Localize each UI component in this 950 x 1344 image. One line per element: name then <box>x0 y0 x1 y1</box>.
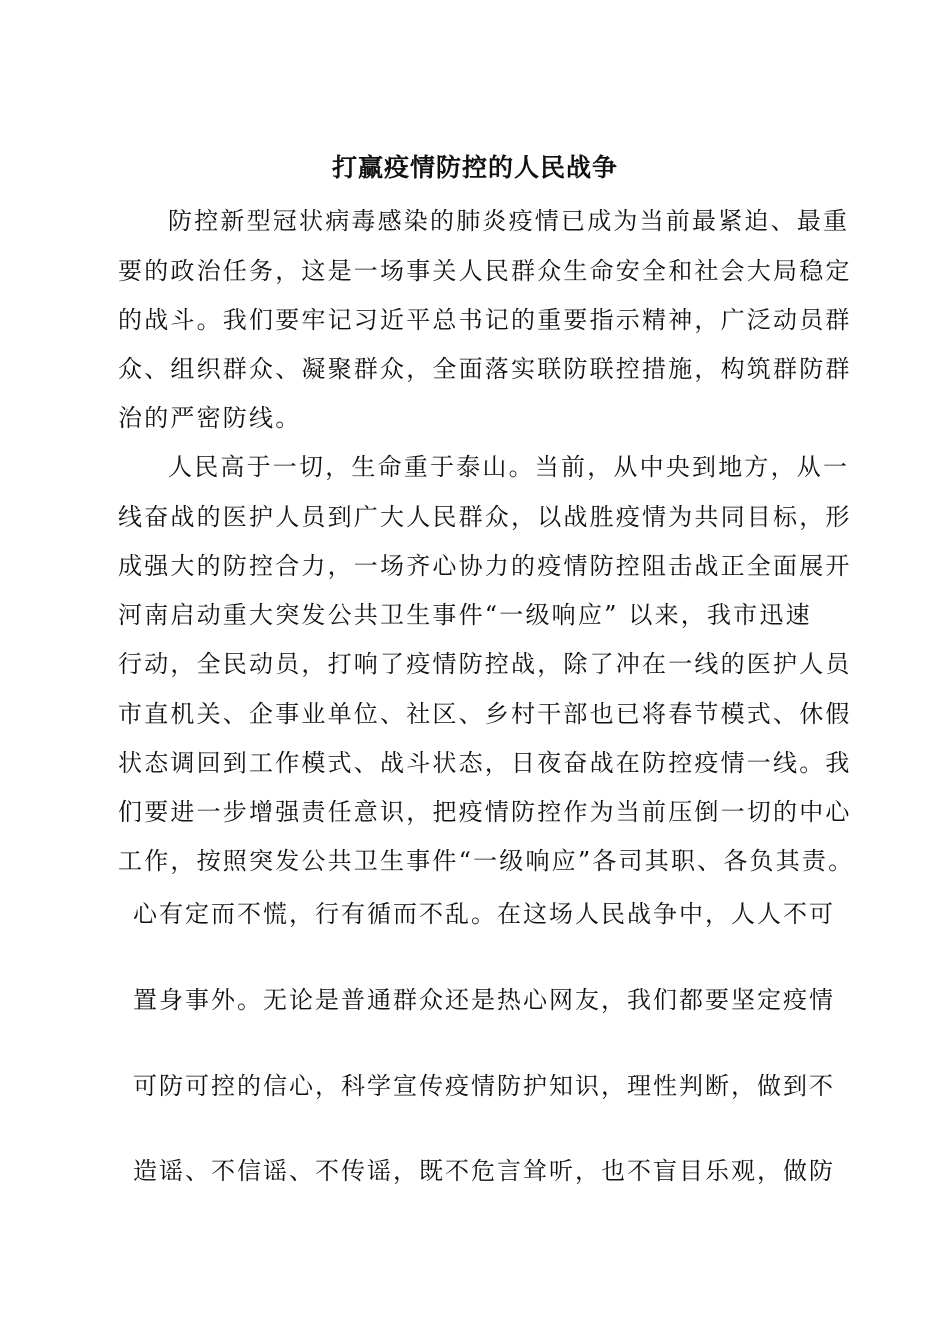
paragraph-2-line-5: 行动，全民动员，打响了疫情防控战，除了冲在一线的医护人员 <box>118 650 852 678</box>
paragraph-3-line-3: 可防可控的信心，科学宣传疫情防护知识，理性判断，做到不 <box>133 1072 835 1100</box>
paragraph-2-line-3: 成强大的防控合力，一场齐心协力的疫情防控阻击战正全面展开 <box>118 552 852 580</box>
document-title: 打赢疫情防控的人民战争 <box>331 153 618 182</box>
paragraph-3-line-4: 造谣、不信谣、不传谣，既不危言耸听，也不盲目乐观，做防 <box>133 1157 835 1185</box>
paragraph-2-line-4: 河南启动重大突发公共卫生事件“一级响应” 以来，我市迅速 <box>118 601 812 629</box>
paragraph-3-line-1: 心有定而不慌，行有循而不乱。在这场人民战争中，人人不可 <box>133 900 835 928</box>
paragraph-2-line-9: 工作，按照突发公共卫生事件“一级响应”各司其职、各负其责。 <box>118 847 855 875</box>
paragraph-2-line-7: 状态调回到工作模式、战斗状态，日夜奋战在防控疫情一线。我 <box>118 749 852 777</box>
paragraph-2-line-8: 们要进一步增强责任意识，把疫情防控作为当前压倒一切的中心 <box>118 798 852 826</box>
paragraph-2-line-1: 人民高于一切，生命重于泰山。当前，从中央到地方，从一 <box>168 453 850 481</box>
paragraph-1-line-5: 治的严密防线。 <box>118 404 302 432</box>
paragraph-1-line-4: 众、组织群众、凝聚群众，全面落实联防联控措施，构筑群防群 <box>118 355 852 383</box>
paragraph-3-line-2: 置身事外。无论是普通群众还是热心网友，我们都要坚定疫情 <box>133 986 835 1014</box>
paragraph-1-line-2: 要的政治任务，这是一场事关人民群众生命安全和社会大局稳定 <box>118 257 852 285</box>
paragraph-1-line-3: 的战斗。我们要牢记习近平总书记的重要指示精神，广泛动员群 <box>118 306 852 334</box>
paragraph-1-line-1: 防控新型冠状病毒感染的肺炎疫情已成为当前最紧迫、最重 <box>168 207 850 235</box>
paragraph-2-line-2: 线奋战的医护人员到广大人民群众，以战胜疫情为共同目标，形 <box>118 503 852 531</box>
paragraph-2-line-6: 市直机关、企事业单位、社区、乡村干部也已将春节模式、休假 <box>118 700 852 728</box>
